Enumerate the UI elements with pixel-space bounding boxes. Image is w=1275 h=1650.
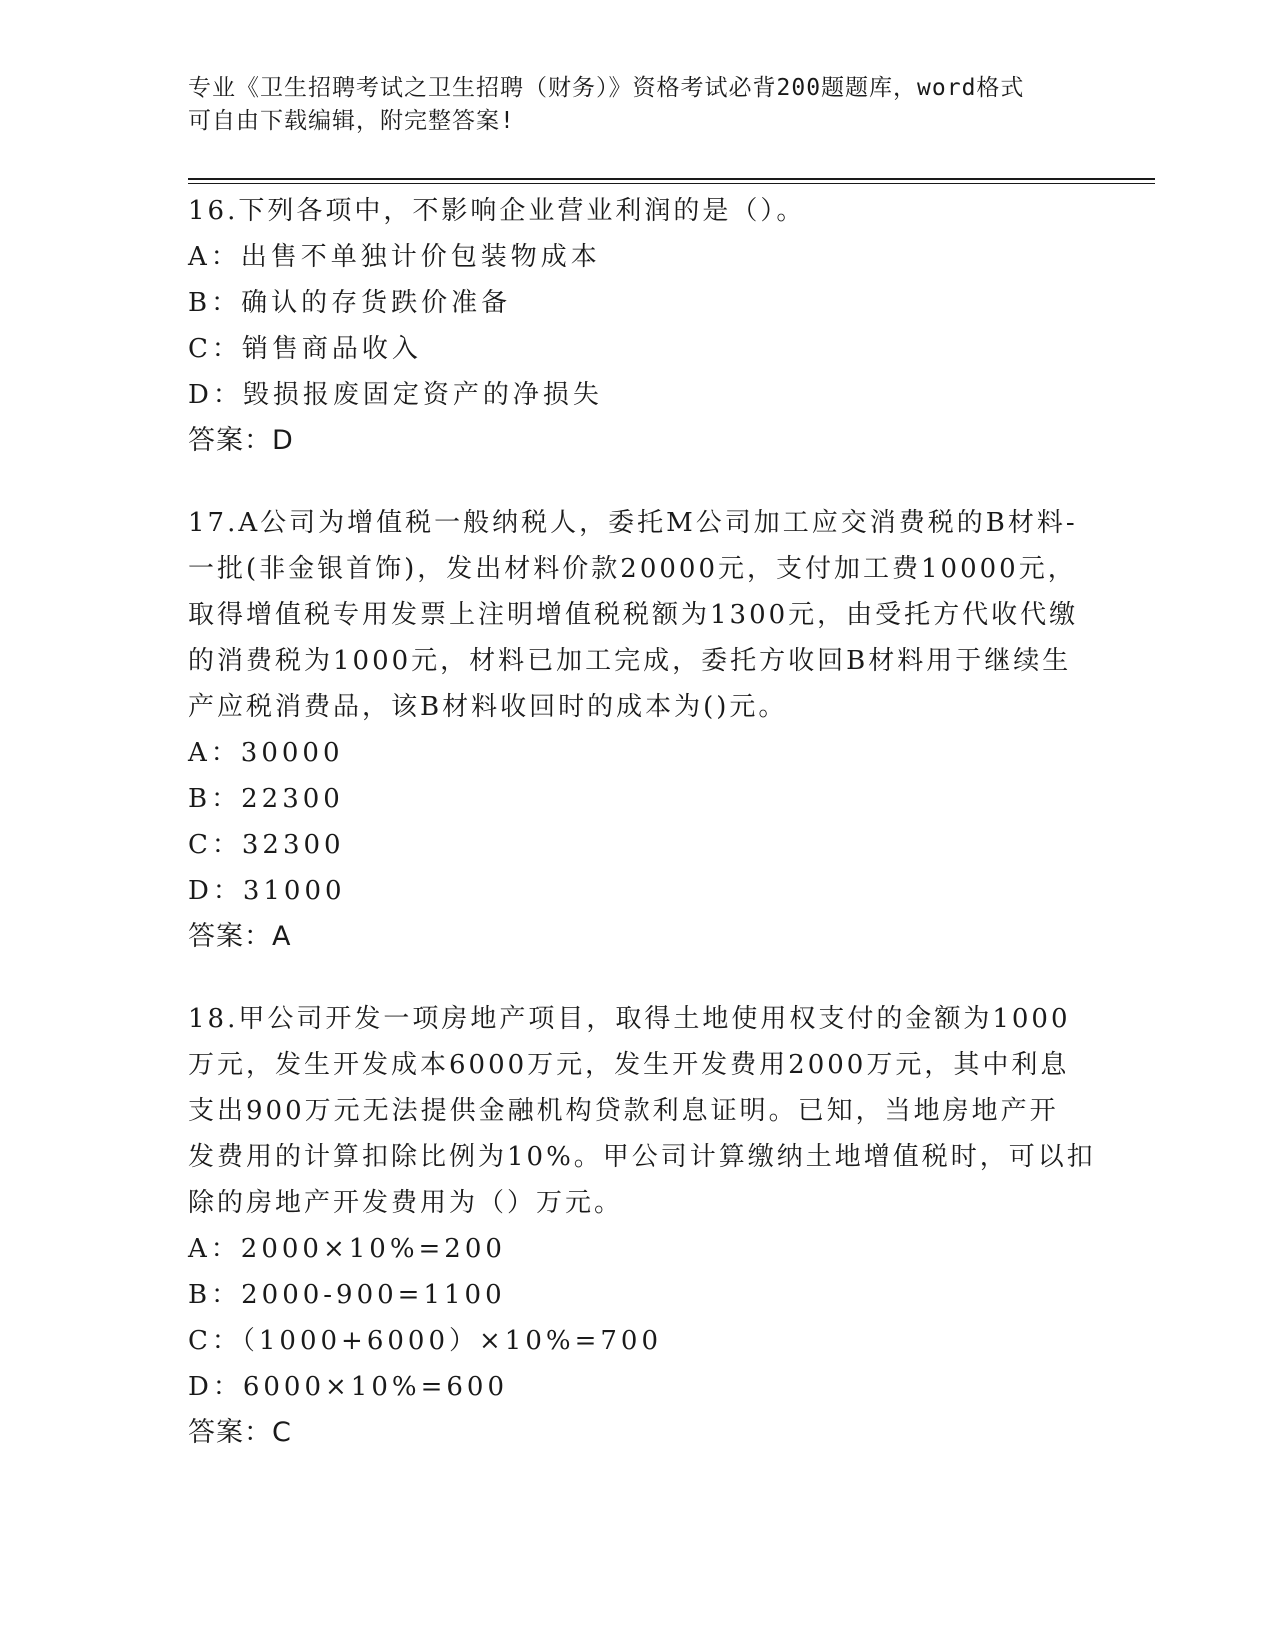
option-b: B：确认的存货跌价准备 — [188, 288, 512, 318]
option-c: C：（1000+6000）×10%=700 — [188, 1326, 663, 1356]
document-header — [188, 72, 1068, 138]
header-divider-thick — [188, 178, 1155, 180]
answer-label: 答案：A — [188, 921, 292, 952]
question-list — [188, 188, 1096, 1492]
option-d: D：31000 — [188, 876, 346, 906]
stem-line: 18.甲公司开发一项房地产项目，取得土地使用权支付的金额为1000 — [188, 1004, 1071, 1034]
answer-label: 答案：D — [188, 425, 294, 456]
stem-line: 16.下列各项中，不影响企业营业利润的是（）。 — [188, 196, 806, 226]
stem-line: 发费用的计算扣除比例为10%。甲公司计算缴纳土地增值税时，可以扣 — [188, 1142, 1096, 1172]
option-a: A：2000×10%=200 — [188, 1234, 506, 1264]
header-line-1: 专业《卫生招聘考试之卫生招聘（财务）》资格考试必背200题题库，word格式 — [188, 75, 1025, 101]
question-stem — [188, 500, 1088, 730]
question-16 — [188, 188, 1088, 464]
header-divider-thin — [188, 183, 1155, 184]
stem-line: 支出900万元无法提供金融机构贷款利息证明。已知，当地房地产开 — [188, 1096, 1059, 1126]
option-b: B：22300 — [188, 784, 344, 814]
stem-line: 17.A公司为增值税一般纳税人，委托M公司加工应交消费税的B材料- — [188, 508, 1078, 538]
option-c: C：销售商品收入 — [188, 334, 422, 364]
option-a: A：出售不单独计价包装物成本 — [188, 242, 601, 272]
header-line-2: 可自由下载编辑，附完整答案! — [188, 108, 515, 134]
stem-line: 除的房地产开发费用为（）万元。 — [188, 1188, 624, 1218]
question-18 — [188, 996, 1096, 1456]
option-b: B：2000-900=1100 — [188, 1280, 506, 1310]
question-stem — [188, 188, 1088, 234]
option-d: D：6000×10%=600 — [188, 1372, 508, 1402]
stem-line: 的消费税为1000元，材料已加工完成，委托方收回B材料用于继续生 — [188, 646, 1072, 676]
option-d: D：毁损报废固定资产的净损失 — [188, 380, 603, 410]
stem-line: 万元，发生开发成本6000万元，发生开发费用2000万元，其中利息 — [188, 1050, 1070, 1080]
stem-line: 一批(非金银首饰)，发出材料价款20000元，支付加工费10000元， — [188, 554, 1077, 584]
stem-line: 产应税消费品，该B材料收回时的成本为()元。 — [188, 692, 788, 722]
question-stem — [188, 996, 1096, 1226]
stem-line: 取得增值税专用发票上注明增值税税额为1300元，由受托方代收代缴 — [188, 600, 1079, 630]
option-c: C：32300 — [188, 830, 345, 860]
question-17 — [188, 500, 1088, 960]
option-a: A：30000 — [188, 738, 344, 768]
answer-label: 答案：C — [188, 1417, 292, 1448]
